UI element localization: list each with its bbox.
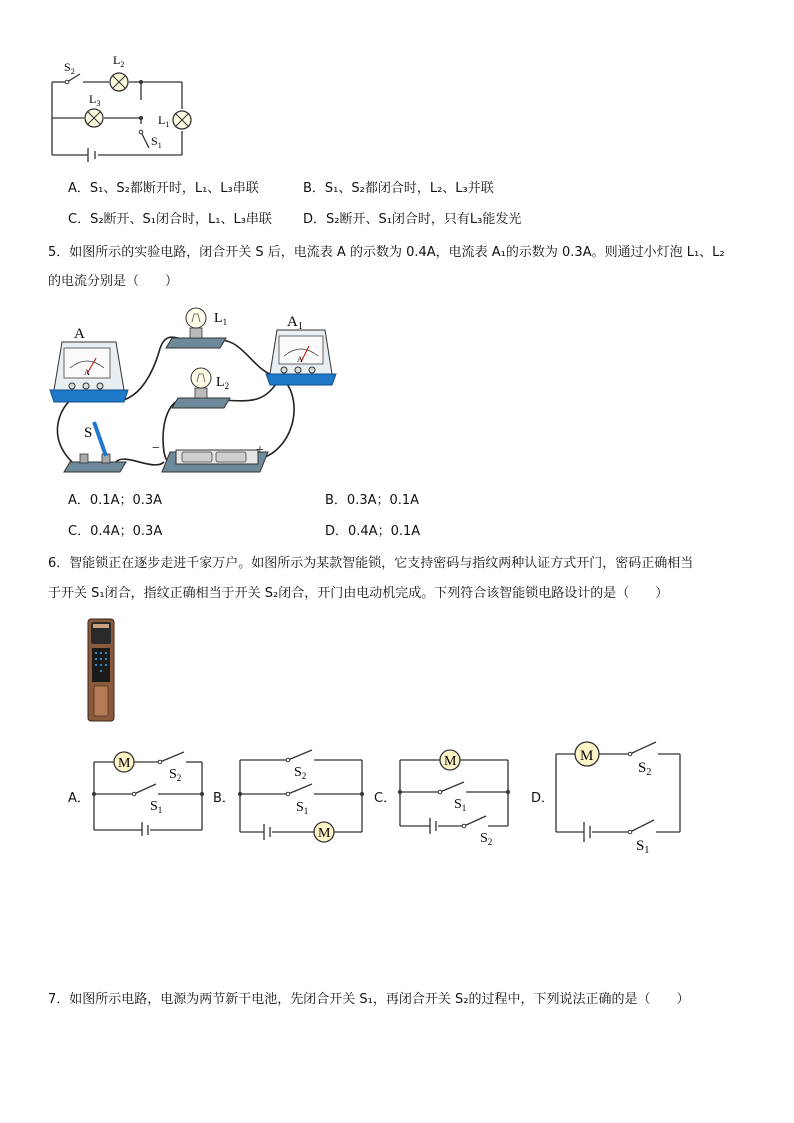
svg-text:A: A xyxy=(297,355,303,364)
svg-text:M: M xyxy=(318,826,331,841)
q6-option-b-circuit[interactable] xyxy=(234,744,368,848)
q6-stem-line2: 于开关 S₁闭合，指纹正确相当于开关 S₂闭合，开门由电动机完成。下列符合该智能锁电路设计的是（ ） xyxy=(48,586,669,601)
q4-option-c[interactable]: C．S₂断开、S₁闭合时，L₁、L₃串联 xyxy=(68,212,272,227)
svg-text:+: + xyxy=(256,443,264,458)
q4-option-d[interactable]: D．S₂断开、S₁闭合时，只有L₃能发光 xyxy=(303,212,522,227)
svg-text:S2: $S_2$ xyxy=(480,831,493,847)
svg-text:A: A xyxy=(84,368,90,377)
q4-option-b[interactable]: B．S₁、S₂都闭合时，L₂、L₃并联 xyxy=(303,181,494,196)
knife-switch-icon xyxy=(64,422,126,472)
q6-option-b-letter[interactable]: B． xyxy=(213,791,235,806)
q4-circuit-diagram xyxy=(40,52,210,170)
q5-option-a[interactable]: A．0.1A；0.3A xyxy=(68,493,163,508)
q6-stem-line1: 6．智能锁正在逐步走进千家万户。如图所示为某款智能锁，它支持密码与指纹两种认证方式开门，密码正确相当 xyxy=(48,556,694,571)
smart-lock-image xyxy=(86,618,116,722)
svg-text:L2: $L_2$ xyxy=(113,53,125,69)
svg-text:S1: $S_1$ xyxy=(296,800,309,816)
q5-option-c[interactable]: C．0.4A；0.3A xyxy=(68,524,163,539)
q5-stem-line1: 5．如图所示的实验电路，闭合开关 S 后，电流表 A 的示数为 0.4A，电流表 A₁的示数为 0.3A。则通过小灯泡 L₁、L₂ xyxy=(48,245,725,260)
q6-option-a-circuit[interactable] xyxy=(88,744,210,836)
svg-text:S2: $S_2$ xyxy=(169,767,182,783)
q6-option-c-letter[interactable]: C． xyxy=(374,791,397,806)
svg-text:S2: $S_2$ xyxy=(64,60,75,76)
q6-option-d-circuit[interactable] xyxy=(550,736,688,858)
q5-experiment-figure xyxy=(44,302,344,480)
q5-option-b[interactable]: B．0.3A；0.1A xyxy=(325,493,420,508)
q7-stem: 7．如图所示电路，电源为两节新干电池，先闭合开关 S₁，再闭合开关 S₂的过程中，下列说法正确的是（ ） xyxy=(48,992,690,1007)
svg-text:S2: $S_2$ xyxy=(294,765,307,781)
q4-option-a[interactable]: A．S₁、S₂都断开时，L₁、L₃串联 xyxy=(68,181,259,196)
lamp-l2-icon xyxy=(110,73,128,91)
svg-text:M: M xyxy=(580,748,594,764)
lamp-l1-icon xyxy=(173,111,191,129)
svg-text:S1: $S_1$ xyxy=(636,838,650,856)
svg-text:M: M xyxy=(118,756,131,771)
q6-option-a-letter[interactable]: A． xyxy=(68,791,90,806)
svg-text:A1: $A_1$ xyxy=(287,314,303,332)
svg-text:L1: $L_1$ xyxy=(214,311,228,327)
q5-stem-line2: 的电流分别是（ ） xyxy=(48,274,179,289)
svg-text:S: S xyxy=(84,425,93,441)
svg-text:S2: $S_2$ xyxy=(638,760,652,778)
battery-holder-icon xyxy=(162,450,268,472)
q5-option-d[interactable]: D．0.4A；0.1A xyxy=(325,524,421,539)
svg-text:M: M xyxy=(444,754,457,769)
svg-text:L1: $L_1$ xyxy=(158,113,170,129)
svg-text:S1: $S_1$ xyxy=(151,134,162,150)
svg-text:A: A xyxy=(74,326,85,342)
q6-option-c-circuit[interactable] xyxy=(394,746,516,850)
svg-text:S1: $S_1$ xyxy=(150,799,163,815)
svg-text:L2: $L_2$ xyxy=(216,375,230,391)
q6-option-d-letter[interactable]: D． xyxy=(531,791,555,806)
svg-text:L3: $L_3$ xyxy=(89,92,101,108)
svg-text:−: − xyxy=(152,441,160,456)
svg-text:S1: $S_1$ xyxy=(454,797,467,813)
lamp-l3-icon xyxy=(85,109,103,127)
